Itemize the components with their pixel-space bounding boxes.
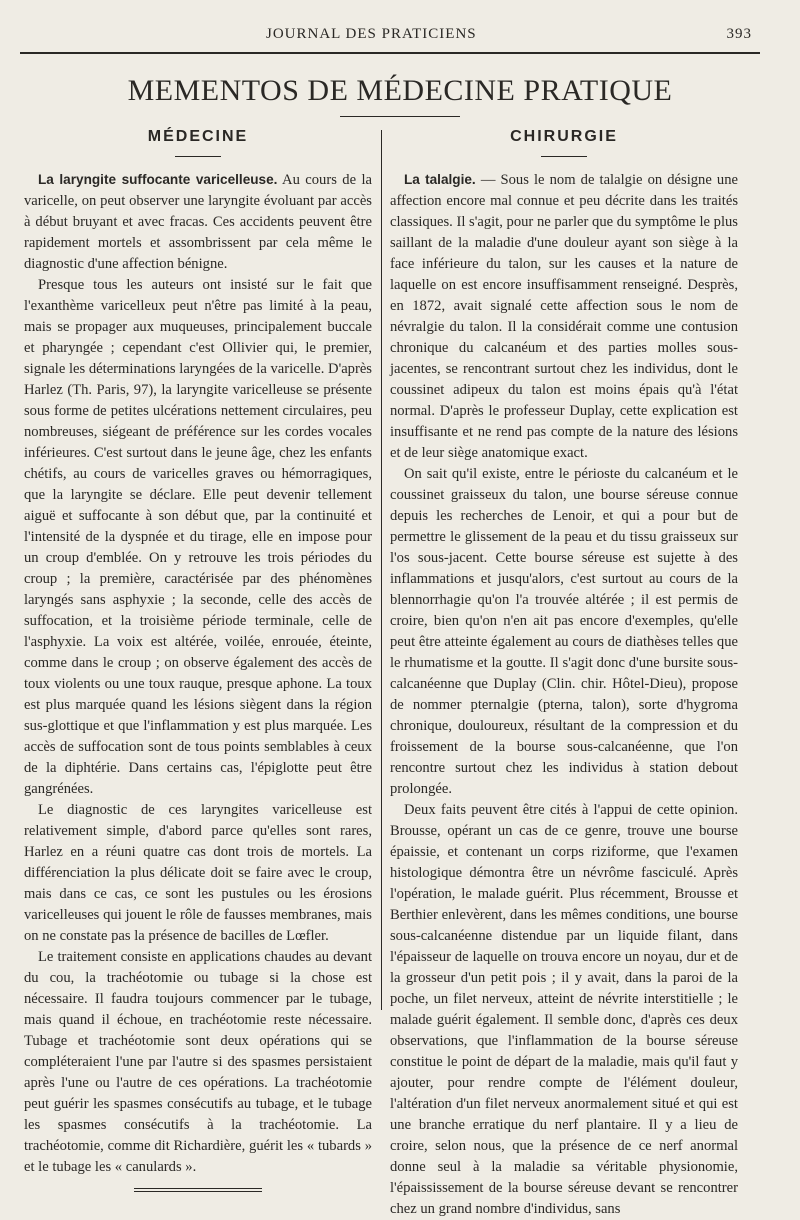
paragraph-text: Au cours de la varicelle, on peut observer une laryngite évoluant par accès à début bruyant et avec fracas. Ces accidents peuvent être rapidement mortels et assombrissent par cela même le diagnostic d'une affection bénigne. — [24, 172, 372, 272]
page-number: 393 — [726, 26, 752, 42]
article-title: La laryngite suffocante varicelleuse. — [38, 172, 278, 187]
column-divider — [381, 130, 382, 1010]
paragraph: On sait qu'il existe, entre le périoste du calcanéum et le coussinet graisseux du talon, une bourse séreuse connue depuis les recherches de Lenoir, et qui a pour but de permettre le glissement de la peau et du tissu graisseux sur l'os sous-jacent. Cette bourse séreuse est sujette à des inflammations et jusqu'alors, c'est surtout au cours de la blennorrhagie qu'on l'a trouvée altérée ; il est permis de croire, bien qu'on n'en ait pas encore d'exemples, qu'elle peut être atteinte également au cours de diathèses telles que le rhumatisme et la goutte. Il s'agit donc d'une bursite sous-calcanéenne que Duplay (Clin. chir. Hôtel-Dieu), propose de nommer pternalgie (pterna, talon), sorte d'hygroma chronique, douloureux, résultant de la compression et du froissement de la bourse sous-calcanéenne, que l'on rencontre surtout chez les individus à station debout prolongée. — [390, 466, 738, 797]
left-column — [24, 124, 372, 1192]
article-title: La talalgie. — [404, 172, 476, 187]
journal-title: JOURNAL DES PRATICIENS — [266, 26, 477, 42]
paragraph — [24, 169, 372, 275]
paragraph — [390, 169, 738, 464]
title-rule — [340, 116, 460, 117]
section-title-medecine: MÉDECINE — [147, 128, 249, 145]
paragraph-text: — Sous le nom de talalgie on désigne une affection encore mal connue et peu décrite dans les traités classiques. Il s'agit, pour ne parler que du symptôme le plus saillant de la maladie d'une douleur ayant son siège à la face inférieure du talon, sur les causes et la nature de laquelle on est encore insuffisamment renseigné. Desprès, en 1872, avait signalé cette affection sous le nom de névralgie du talon. Il la considérait comme une contusion chronique du calcanéum et des parties molles sous-jacentes, se rencontrant surtout chez les individus, dont le coussinet adipeux du talon est moins épais qu'à l'état normal. D'après le professeur Duplay, cette explication est insuffisante et ne rend pas compte de la nature des lésions et de leur siège anatomique exact. — [390, 172, 739, 461]
right-column — [390, 124, 738, 1220]
running-head — [20, 26, 752, 46]
paragraph: Le traitement consiste en applications chaudes au devant du cou, la trachéotomie ou tubage si la chose est nécessaire. Il faudra toujours commencer par le tubage, mais quand il échoue, en trachéotomie reste nécessaire. Tubage et trachéotomie sont deux opérations qui se compléteraient l'une par l'autre si des spasmes persistaient après l'une ou l'autre de ces opérations. La trachéotomie peut guérir les spasmes consécutifs au tubage, et le tubage les spasmes consécutifs à la trachéotomie. La trachéotomie, comme dit Richardière, guérit les « tubards » et le tubage les « canulards ». — [24, 949, 372, 1175]
paragraph: Le diagnostic de ces laryngites varicelleuse est relativement simple, d'abord parce qu'elles sont rares, Harlez en a réuni quatre cas dont trois de mortels. La différenciation la plus délicate doit se faire avec le croup, mais dans ce cas, ce sont les pustules ou les érosions varicelleuses qui jouent le rôle de fausses membranes, mais on ne constate pas la présence de bacilles de Lœfler. — [24, 802, 372, 944]
end-rule — [134, 1188, 262, 1192]
header-rule — [20, 52, 760, 54]
main-title: MEMENTOS DE MÉDECINE PRATIQUE — [127, 74, 673, 107]
paragraph: Presque tous les auteurs ont insisté sur le fait que l'exanthème varicelleux peut n'être pas limité à la peau, mais se propager aux muqueuses, principalement buccale et pharyngée ; cependant c'est Ollivier qui, le premier, signale les déterminations laryngées de la varicelle. D'après Harlez (Th. Paris, 97), la laryngite varicelleuse se présente sous forme de petites ulcérations nettement circulaires, peu nombreuses, siégeant de préférence sur les cordes vocales inférieures. C'est surtout dans le jeune âge, chez les enfants chétifs, au cours de varicelles graves ou hémorragiques, que la laryngite se déclare. Elle peut devenir tellement aiguë et suffocante à son début que, par la continuité et l'intensité de la dyspnée et du tirage, elle en impose pour un croup d'emblée. On y retrouve les trois périodes du croup ; la première, caractérisée par des phénomènes laryngés sans asphyxie ; la seconde, celle des accès de suffocation, et la troisième période terminale, celle de l'asphyxie. La voix est altérée, voilée, enrouée, éteinte, comme dans le croup ; on observe également des accès de toux violents ou une toux rauque, presque aphone. La toux est plus marquée quand les lésions siègent dans la région sus-glottique et que l'inflammation y est plus marquée. Les accès de suffocation sont de tous points semblables à ceux de la diphtérie. Dans certains cas, l'épiglotte peut être gangrénées. — [24, 277, 372, 797]
section-rule — [541, 156, 587, 157]
section-title-chirurgie: CHIRURGIE — [510, 128, 618, 145]
section-rule — [175, 156, 221, 157]
paragraph: Deux faits peuvent être cités à l'appui de cette opinion. Brousse, opérant un cas de ce genre, trouve une bourse épaissie, et contenant un corps riziforme, que l'examen histologique démontra être un névrôme fasciculé. Après l'opération, le malade guérit. Plus récemment, Brousse et Berthier enlevèrent, dans les mêmes conditions, une bourse sous-calcanéenne distendue par un liquide filant, dans l'épaisseur de laquelle on trouva encore un noyau, dur et de la grosseur d'un petit pois ; il y avait, dans la paroi de la poche, un filet nerveux, atteint de névrite interstitielle ; le malade guérit également. Il semble donc, d'après ces deux observations, que l'inflammation de la bourse séreuse constitue le point de départ de la maladie, mais qu'il faut y ajouter, pour rendre compte de l'élément douleur, l'altération d'un filet nerveux anormalement situé et qui est une branche erratique du nerf plantaire. Il y a lieu de croire, selon nous, que la présence de ce nerf anormal donne seul à la maladie sa véritable physionomie, l'épaississement de la bourse séreuse devant se rencontrer chez un grand nombre d'individus, sans — [390, 802, 738, 1217]
